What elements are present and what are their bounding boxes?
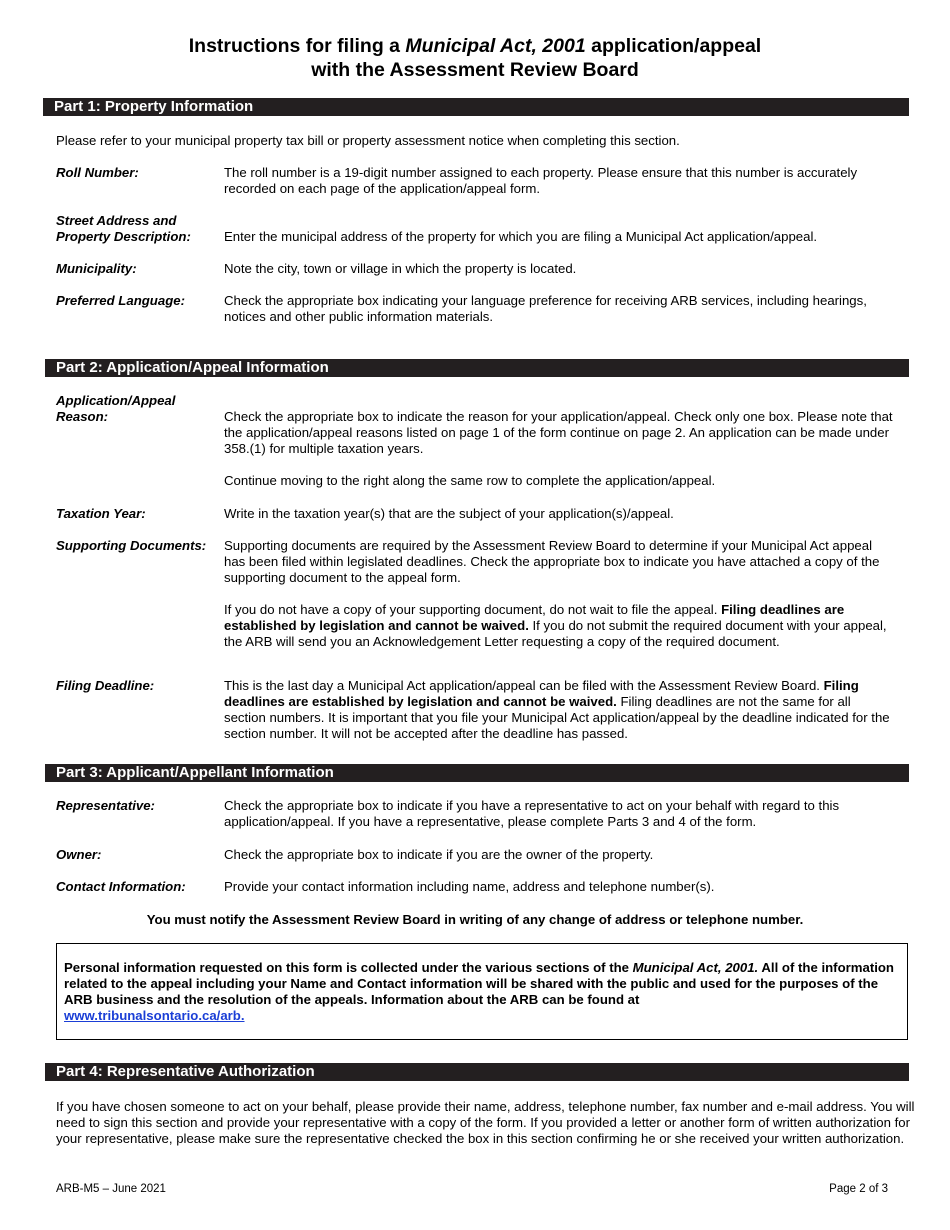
representative-label: Representative: [56,798,155,813]
street-address-text: Enter the municipal address of the property for which you are filing a Municipal Act application/appeal. [224,229,818,244]
title-line1-a: Instructions for filing a [188,35,406,57]
arb-website-link[interactable]: www.tribunalsontario.ca/arb. [64,1008,245,1023]
appeal-reason-para1: Check the appropriate box to indicate the reason for your application/appeal. Check only one box. Please note that the application/appeal reasons listed on page 1 of the form continue on page 2. An application can be made under 358.(1) for multiple taxation years. [224,409,893,456]
part4-text: If you have chosen someone to act on your behalf, please provide their name, address, telephone number, fax number and e-mail address. You will need to sign this section and provide your representative with a copy of the form. If you provided a letter or another form of written authorization for your representative, please make sure the representative checked the box in this section confirming he or she received your written authorization. [56,1099,915,1146]
owner-text: Check the appropriate box to indicate if you are the owner of the property. [224,847,654,862]
supporting-para2-c: If you do not submit the required document with your appeal, the ARB will send you an Acknowledgement Letter requesting a copy of the required document. [224,618,887,649]
part3-heading: Part 3: Applicant/Appellant Information [45,764,909,782]
title-act-name: Municipal Act, 2001 [405,35,586,57]
supporting-para2-bold: Filing deadlines are established by legislation and cannot be waived. [224,602,845,633]
contact-information-text: Provide your contact information including name, address and telephone number(s). [224,879,715,894]
appeal-reason-para2: Continue moving to the right along the same row to complete the application/appeal. [224,473,716,488]
supporting-para2-a: If you do not have a copy of your supporting document, do not wait to file the appeal. [224,602,722,617]
privacy-notice-box [56,943,908,1040]
street-address-label [56,213,222,245]
roll-number-label: Roll Number: [56,165,139,180]
form-id: ARB-M5 – June 2021 [56,1183,166,1195]
filing-deadline-text [224,678,894,742]
street-address-label-line2: Property Description: [56,229,191,244]
representative-text: Check the appropriate box to indicate if you have a representative to act on your behalf with regard to this application/appeal. If you have a representative, please complete Parts 3 and 4 of the form. [224,798,840,829]
supporting-documents-text [224,538,894,650]
filing-deadline-bold: Filing deadlines are established by legislation and cannot be waived. [224,678,859,709]
appeal-reason-label [56,393,222,425]
part1-heading: Part 1: Property Information [43,98,909,116]
page-number: Page 2 of 3 [829,1183,888,1195]
street-address-label-line1: Street Address and [56,213,177,228]
taxation-year-text: Write in the taxation year(s) that are the subject of your application(s)/appeal. [224,506,674,521]
title-line1-c: application/appeal [585,35,762,57]
privacy-text-a: Personal information requested on this form is collected under the various sections of the [64,960,633,975]
appeal-reason-text [224,409,894,489]
language-text: Check the appropriate box indicating your language preference for receiving ARB services, including hearings, notices and other public information materials. [224,293,867,324]
filing-deadline-c: Filing deadlines are not the same for all section numbers. It is important that you file your Municipal Act application/appeal by the deadline indicated for the section number. It will not be accepted after the deadline has passed. [224,694,890,741]
supporting-documents-para1: Supporting documents are required by the Assessment Review Board to determine if your Municipal Act appeal has been filed within legislated deadlines. Check the appropriate box to indicate you have attached a copy of the supporting document to the appeal form. [224,538,880,585]
roll-number-text: The roll number is a 19-digit number assigned to each property. Please ensure that this number is accurately recorded on each page of the application/appeal form. [224,165,858,196]
contact-information-label: Contact Information: [56,879,186,894]
supporting-documents-label: Supporting Documents: [56,538,207,553]
address-change-notice: You must notify the Assessment Review Board in writing of any change of address or telephone number. [146,912,804,927]
municipality-label: Municipality: [56,261,137,276]
title-line2: with the Assessment Review Board [311,59,639,81]
municipality-text: Note the city, town or village in which the property is located. [224,261,577,276]
privacy-text-c: All of the information related to the appeal including your Name and Contact information will be shared with the public and used for the purposes of the ARB business and the resolution of the appeals. Information about the ARB can be found at [64,960,894,1007]
filing-deadline-label: Filing Deadline: [56,678,155,693]
part4-heading: Part 4: Representative Authorization [45,1063,909,1081]
privacy-act-name: Municipal Act, 2001. [632,960,759,975]
part2-heading: Part 2: Application/Appeal Information [45,359,909,377]
page-title [0,34,950,82]
owner-label: Owner: [56,847,102,862]
supporting-documents-para2 [224,602,894,650]
appeal-reason-label-line2: Reason: [56,409,109,424]
taxation-year-label: Taxation Year: [56,506,146,521]
language-label: Preferred Language: [56,293,185,308]
appeal-reason-label-line1: Application/Appeal [56,393,176,408]
part1-intro: Please refer to your municipal property tax bill or property assessment notice when completing this section. [56,133,680,148]
filing-deadline-a: This is the last day a Municipal Act application/appeal can be filed with the Assessment Review Board. [224,678,824,693]
